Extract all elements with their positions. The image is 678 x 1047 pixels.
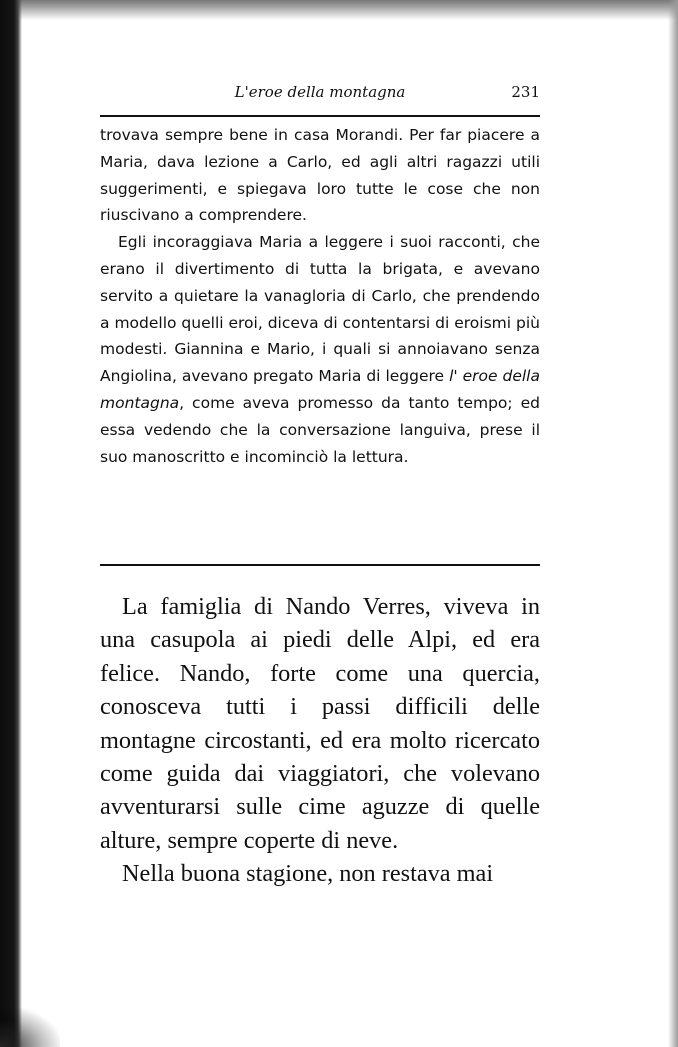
scan-edge-left bbox=[0, 0, 22, 1047]
story-paragraph-2: Nella buona stagione, non restava mai bbox=[122, 860, 494, 888]
story-paragraph-1: La famiglia di Nando Verres, viveva in una casupola ai piedi delle Alpi, ed era felice. Nando, forte come una quercia, conosceva tutti i passi difficili delle montagne circostanti, ed era molto ricercato come guida dai viaggiatori, che volevano avventurarsi sulle cime aguzze di quelle alture, sempre coperte di neve. bbox=[100, 593, 540, 854]
intro-paragraph-2-part-a: Egli incoraggiava Maria a leggere i suoi racconti, che erano il divertimento di tutta la brigata, e avevano servito a quietare la vanagloria di Carlo, che prendendo a modello quelli eroi, diceva di contentarsi di eroismi più modesti. Giannina e Mario, i quali si annoiavano senza Angiolina, avevano pregato Maria di leggere bbox=[100, 233, 540, 386]
section-rule bbox=[100, 564, 540, 566]
story-title-inline: l' eroe della montagna bbox=[100, 367, 540, 412]
running-title: L'eroe della montagna bbox=[234, 83, 406, 101]
intro-text bbox=[100, 122, 540, 470]
intro-paragraph-2-part-b: , come aveva promesso da tanto tempo; ed essa vedendo che la conversazione languiva, prese il suo manoscritto e incominciò la lettura. bbox=[100, 393, 540, 466]
running-head bbox=[100, 83, 540, 109]
header-rule bbox=[100, 115, 540, 117]
scan-edge-right bbox=[668, 0, 678, 1047]
scan-edge-top bbox=[0, 0, 678, 20]
intro-paragraph-1: trovava sempre bene in casa Morandi. Per far piacere a Maria, dava lezione a Carlo, ed agli altri ragazzi utili suggerimenti, e spiegava loro tutte le cose che non riuscivano a comprendere. bbox=[100, 126, 540, 225]
scan-edge-bottom-left bbox=[0, 1007, 60, 1047]
intro-paragraph-2 bbox=[100, 229, 540, 470]
page-number: 231 bbox=[511, 83, 540, 101]
story-text bbox=[100, 590, 540, 891]
